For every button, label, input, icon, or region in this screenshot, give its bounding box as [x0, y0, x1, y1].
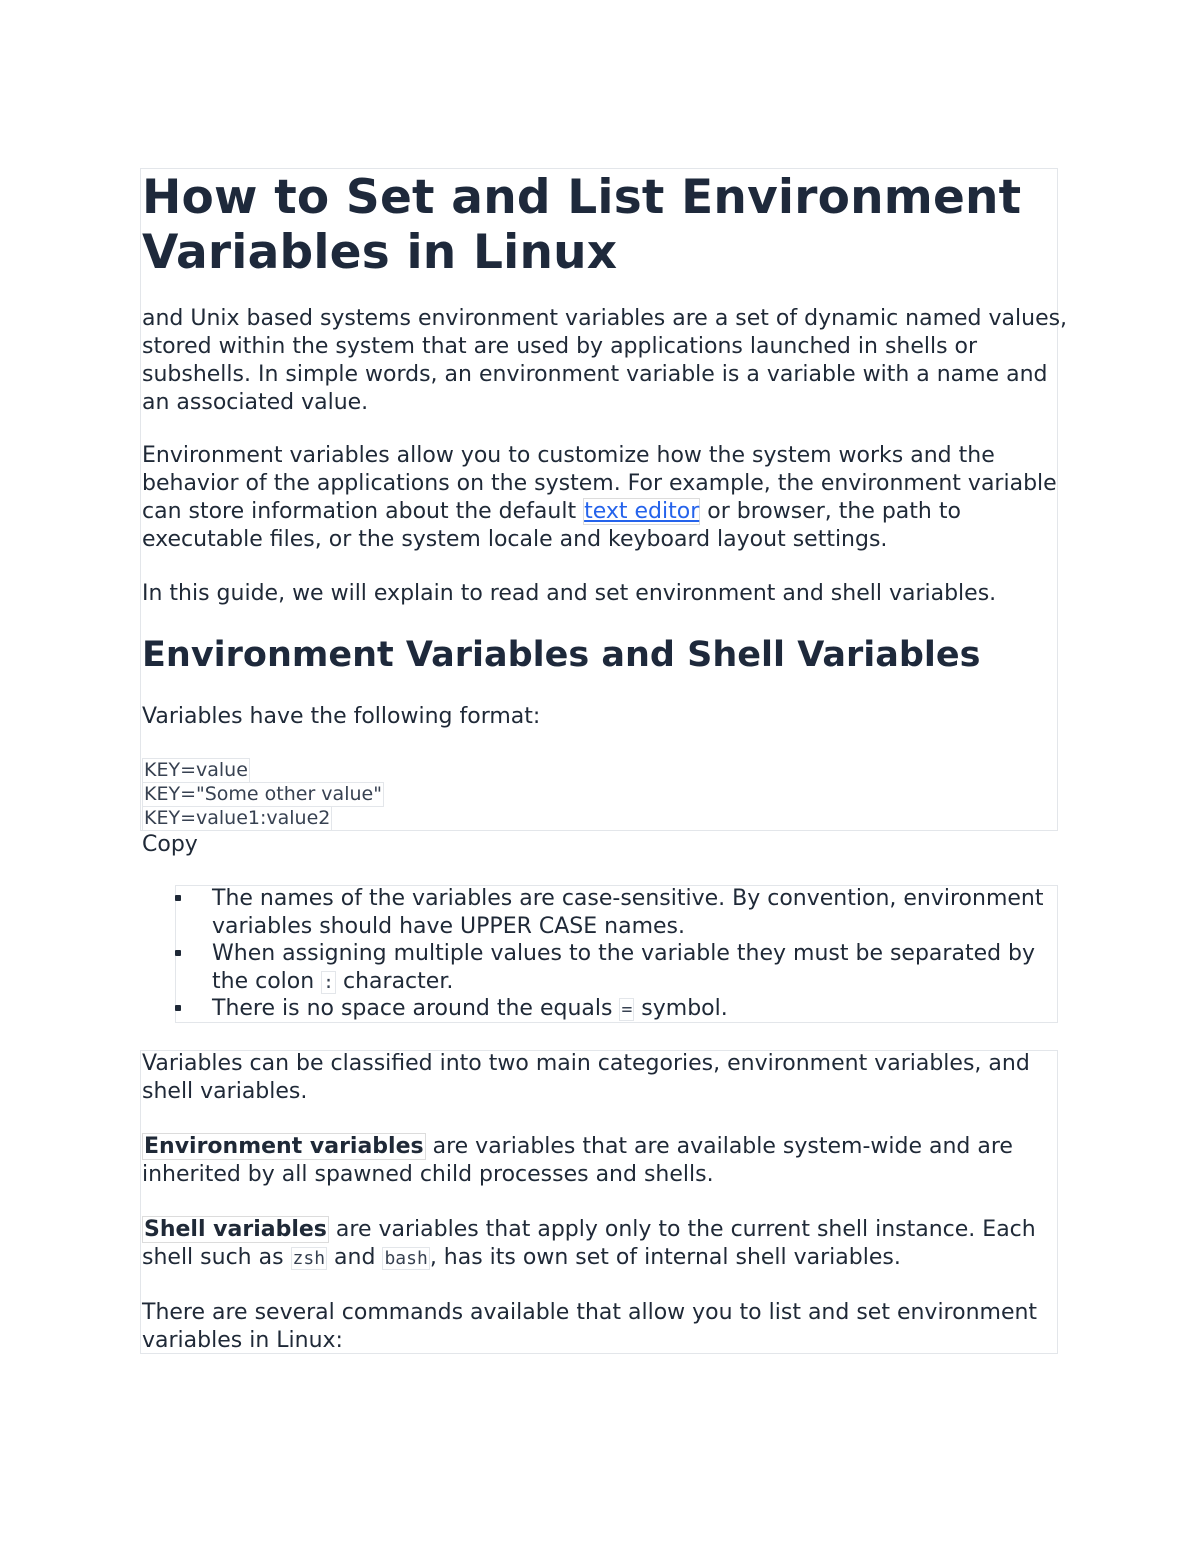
zsh-code: zsh — [292, 1248, 326, 1269]
page-title: How to Set and List Environment Variables in Linux — [142, 170, 1022, 280]
section-heading: Environment Variables and Shell Variables — [142, 635, 981, 675]
env-vars-term: Environment variables — [144, 1134, 424, 1159]
list-item-text-start: There is no space around the equals — [212, 996, 620, 1021]
text-editor-link[interactable]: text editor — [584, 499, 700, 524]
shell-vars-description-end: , has its own set of internal shell variables. — [429, 1245, 901, 1270]
code-line: KEY=value1:value2 — [144, 807, 331, 829]
intro-paragraph-2-end: or browser, the path to executable files, or the system locale and keyboard layout settings. — [142, 499, 961, 552]
env-vars-description: are variables that are available system-wide and are inherited by all spawned child processes and shells. — [142, 1134, 1013, 1187]
bullet-icon — [175, 950, 181, 956]
list-item-text-end: symbol. — [634, 996, 728, 1021]
bullet-icon — [175, 1005, 181, 1011]
format-intro: Variables have the following format: — [142, 704, 541, 729]
copy-button[interactable]: Copy — [142, 832, 198, 857]
list-item-text: The names of the variables are case-sensitive. By convention, environment variables should have UPPER CASE names. — [212, 886, 1044, 939]
intro-paragraph-2-start: Environment variables allow you to customize how the system works and the behavior of the applications on the system. For example, the environment variable can store information about the default — [142, 443, 1057, 524]
bash-code: bash — [384, 1248, 428, 1269]
list-item-text — [212, 940, 1062, 996]
categories-paragraph: Variables can be classified into two main categories, environment variables, and shell variables. — [142, 1051, 1030, 1104]
bullet-icon — [175, 895, 181, 901]
env-vars-paragraph — [142, 1133, 1052, 1189]
list-item-text-start: When assigning multiple values to the variable they must be separated by the colon — [212, 941, 1036, 994]
intro-paragraph-3: In this guide, we will explain to read and set environment and shell variables. — [142, 581, 997, 606]
intro-paragraph-1: and Unix based systems environment variables are a set of dynamic named values, stored within the system that are used by applications launched in shells or subshells. In simple words, an environment variable is a variable with a name and an associated value. — [142, 306, 1068, 415]
shell-vars-term: Shell variables — [144, 1217, 327, 1242]
equals-code: = — [621, 999, 633, 1020]
shell-vars-paragraph — [142, 1216, 1052, 1273]
shell-vars-description: are variables that apply only to the current shell instance. Each shell such as — [142, 1217, 1036, 1270]
shell-vars-and: and — [327, 1245, 383, 1270]
code-line: KEY="Some other value" — [144, 783, 382, 805]
colon-code: : — [323, 971, 335, 993]
intro-paragraph-2 — [142, 442, 1072, 554]
commands-paragraph: There are several commands available that allow you to list and set environment variables in Linux: — [142, 1300, 1038, 1353]
list-item-text-end: character. — [336, 968, 454, 994]
code-line: KEY=value — [144, 759, 248, 781]
list-item-text — [212, 995, 1062, 1024]
